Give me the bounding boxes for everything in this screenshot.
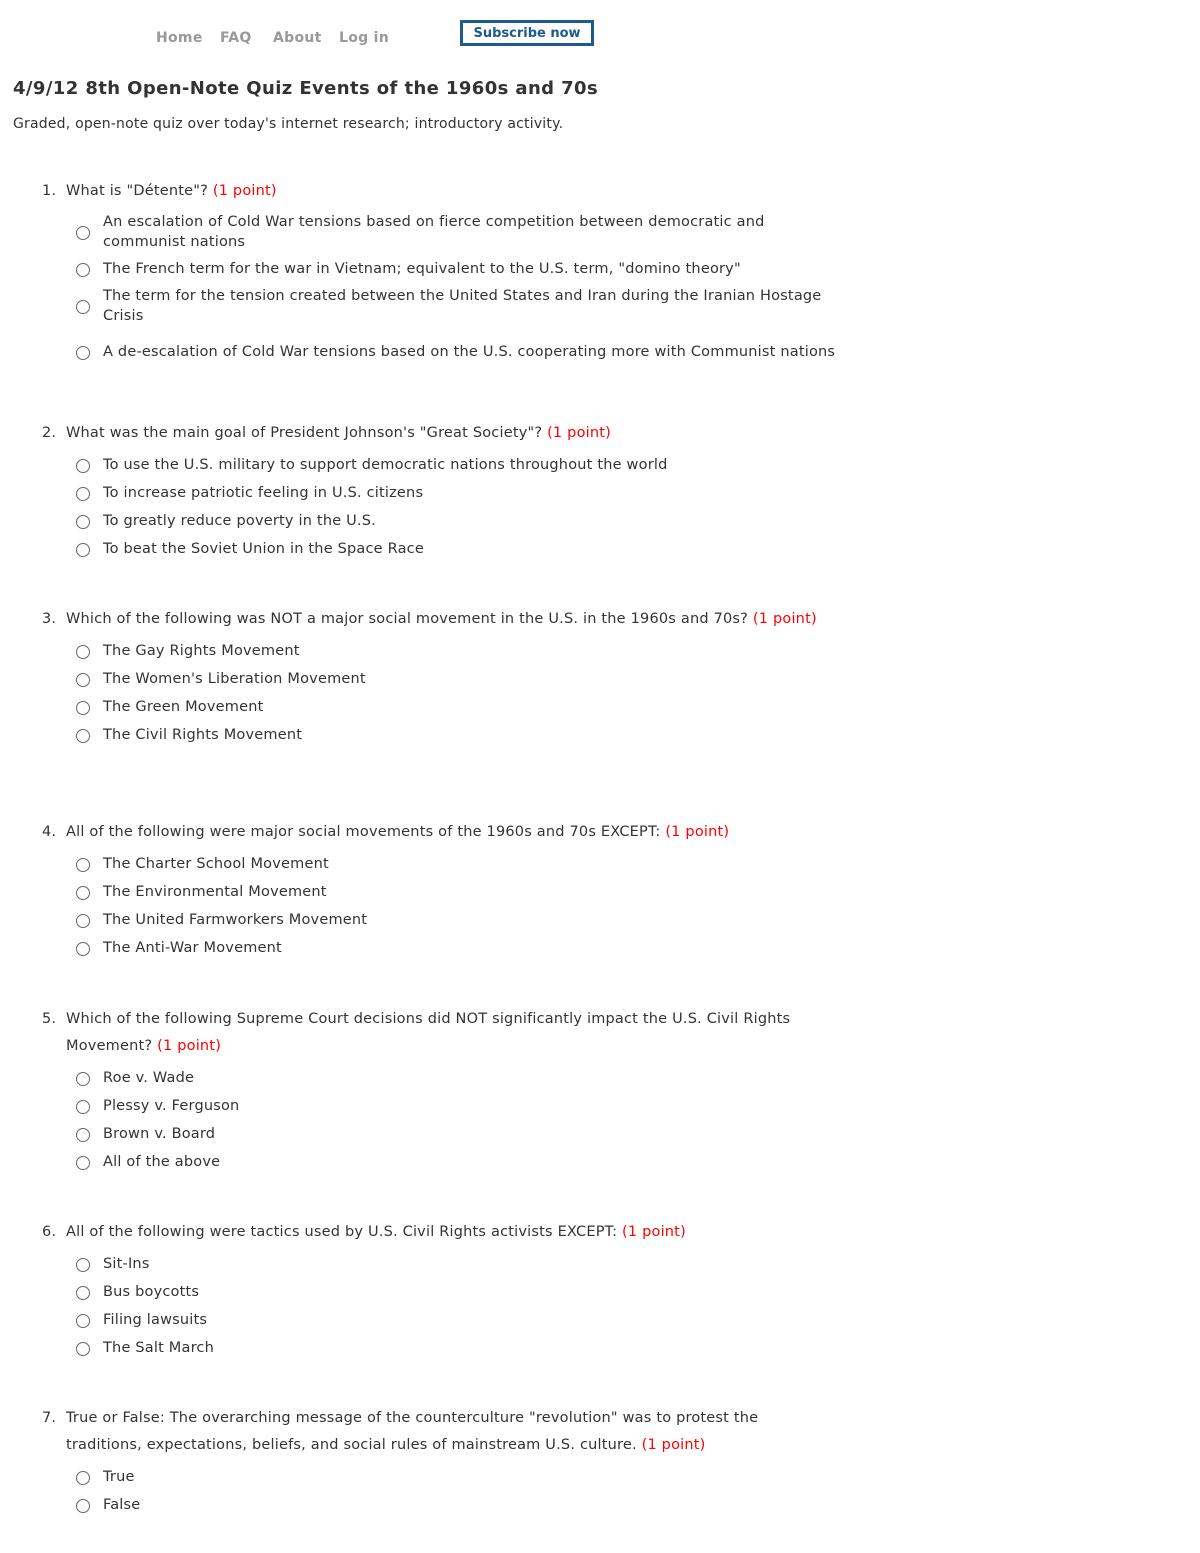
- subscribe-button[interactable]: Subscribe now: [460, 20, 594, 46]
- radio-button[interactable]: [76, 543, 90, 557]
- answer-option[interactable]: [76, 1491, 846, 1519]
- points-label: (1 point): [157, 1038, 222, 1054]
- question-number: 6.: [42, 1224, 57, 1240]
- answer-label: To greatly reduce poverty in the U.S.: [103, 513, 376, 529]
- answer-option[interactable]: [76, 507, 846, 535]
- page-subtitle: Graded, open-note quiz over today's internet research; introductory activity.: [13, 116, 564, 132]
- radio-button[interactable]: [76, 1342, 90, 1356]
- answer-option[interactable]: [76, 451, 846, 479]
- radio-button[interactable]: [76, 1258, 90, 1272]
- points-label: (1 point): [752, 611, 817, 627]
- question-number: 7.: [42, 1410, 57, 1426]
- answer-option[interactable]: [76, 535, 846, 563]
- answer-option[interactable]: [76, 1148, 846, 1176]
- answer-label: True: [103, 1469, 135, 1485]
- answer-label: A de-escalation of Cold War tensions based on the U.S. cooperating more with Communist nations: [103, 344, 836, 360]
- answer-option[interactable]: [76, 1306, 846, 1334]
- answer-option[interactable]: [76, 693, 846, 721]
- answer-label: The Environmental Movement: [103, 884, 327, 900]
- answer-option[interactable]: [76, 209, 846, 255]
- question-6: [0, 1219, 860, 1362]
- answer-option[interactable]: [76, 906, 846, 934]
- answer-option[interactable]: [76, 255, 846, 283]
- radio-button[interactable]: [76, 263, 90, 277]
- answer-label: The Gay Rights Movement: [103, 643, 300, 659]
- question-number: 1.: [42, 183, 57, 199]
- answer-option[interactable]: [76, 329, 846, 375]
- answer-option[interactable]: [76, 637, 846, 665]
- radio-button[interactable]: [76, 645, 90, 659]
- points-label: (1 point): [641, 1437, 706, 1453]
- answer-option[interactable]: [76, 1092, 846, 1120]
- radio-button[interactable]: [76, 914, 90, 928]
- answer-option[interactable]: [76, 665, 846, 693]
- radio-button[interactable]: [76, 1286, 90, 1300]
- answer-label: The Women's Liberation Movement: [103, 671, 366, 687]
- question-prompt: True or False: The overarching message of the counterculture "revolution" was to protest the traditions, expectations, beliefs, and social rules of mainstream U.S. culture.: [66, 1410, 759, 1453]
- answer-label: To beat the Soviet Union in the Space Race: [103, 541, 424, 557]
- question-number: 5.: [42, 1011, 57, 1027]
- question-text: [42, 178, 826, 205]
- answer-label: The Charter School Movement: [103, 856, 329, 872]
- question-4: [0, 819, 860, 962]
- points-label: (1 point): [622, 1224, 686, 1240]
- top-nav: [0, 20, 1200, 54]
- answer-label: The Civil Rights Movement: [103, 727, 303, 743]
- question-text: [42, 1006, 826, 1060]
- answer-option[interactable]: [76, 1064, 846, 1092]
- nav-home-link[interactable]: Home: [156, 30, 203, 46]
- answer-option[interactable]: [76, 479, 846, 507]
- answer-label: An escalation of Cold War tensions based on fierce competition between democratic and communist nations: [103, 214, 765, 250]
- answer-label: The Green Movement: [103, 699, 264, 715]
- radio-button[interactable]: [76, 673, 90, 687]
- answer-option[interactable]: [76, 850, 846, 878]
- page-title: 4/9/12 8th Open-Note Quiz Events of the 1960s and 70s: [13, 78, 599, 99]
- question-prompt: What is "Détente"?: [66, 183, 209, 199]
- answer-option[interactable]: [76, 1463, 846, 1491]
- answer-option[interactable]: [76, 1120, 846, 1148]
- nav-login-link[interactable]: Log in: [339, 30, 390, 46]
- question-number: 3.: [42, 611, 57, 627]
- question-3: [0, 606, 860, 749]
- points-label: (1 point): [212, 183, 277, 199]
- radio-button[interactable]: [76, 1128, 90, 1142]
- radio-button[interactable]: [76, 1072, 90, 1086]
- radio-button[interactable]: [76, 515, 90, 529]
- radio-button[interactable]: [76, 1100, 90, 1114]
- answer-label: The Salt March: [103, 1340, 214, 1356]
- points-label: (1 point): [547, 425, 612, 441]
- answer-label: The term for the tension created between the United States and Iran during the Iranian Hostage Crisis: [103, 288, 822, 324]
- answer-label: Bus boycotts: [103, 1284, 200, 1300]
- radio-button[interactable]: [76, 459, 90, 473]
- answer-option[interactable]: [76, 1334, 846, 1362]
- answer-option[interactable]: [76, 934, 846, 962]
- answer-option[interactable]: [76, 1250, 846, 1278]
- question-text: [42, 606, 826, 633]
- radio-button[interactable]: [76, 346, 90, 360]
- question-prompt: Which of the following was NOT a major social movement in the U.S. in the 1960s and 70s?: [66, 611, 749, 627]
- answer-option[interactable]: [76, 721, 846, 749]
- radio-button[interactable]: [76, 487, 90, 501]
- answer-label: False: [103, 1497, 141, 1513]
- radio-button[interactable]: [76, 1471, 90, 1485]
- radio-button[interactable]: [76, 226, 90, 240]
- nav-faq-link[interactable]: FAQ: [220, 30, 252, 46]
- answer-option[interactable]: [76, 878, 846, 906]
- question-prompt: All of the following were major social movements of the 1960s and 70s EXCEPT:: [66, 824, 661, 840]
- answer-label: To use the U.S. military to support democratic nations throughout the world: [103, 457, 668, 473]
- question-prompt: Which of the following Supreme Court decisions did NOT significantly impact the U.S. Civil Rights Movement?: [66, 1011, 791, 1054]
- question-text: [42, 1405, 826, 1459]
- question-1: [0, 178, 860, 375]
- answer-option[interactable]: [76, 1278, 846, 1306]
- radio-button[interactable]: [76, 886, 90, 900]
- answer-label: Brown v. Board: [103, 1126, 216, 1142]
- radio-button[interactable]: [76, 729, 90, 743]
- answer-label: The French term for the war in Vietnam; equivalent to the U.S. term, "domino theory": [103, 261, 741, 277]
- answer-label: Sit-Ins: [103, 1256, 150, 1272]
- question-7: [0, 1405, 860, 1519]
- answer-label: Roe v. Wade: [103, 1070, 195, 1086]
- question-text: [42, 420, 826, 447]
- question-5: [0, 1006, 860, 1176]
- answer-option[interactable]: [76, 283, 846, 329]
- answer-label: All of the above: [103, 1154, 221, 1170]
- answer-label: The United Farmworkers Movement: [103, 912, 368, 928]
- radio-button[interactable]: [76, 1499, 90, 1513]
- radio-button[interactable]: [76, 858, 90, 872]
- radio-button[interactable]: [76, 1156, 90, 1170]
- question-number: 2.: [42, 425, 57, 441]
- question-text: [42, 819, 826, 846]
- question-2: [0, 420, 860, 563]
- answer-label: The Anti-War Movement: [103, 940, 282, 956]
- radio-button[interactable]: [76, 701, 90, 715]
- question-prompt: All of the following were tactics used by U.S. Civil Rights activists EXCEPT:: [66, 1224, 618, 1240]
- question-text: [42, 1219, 826, 1246]
- nav-about-link[interactable]: About: [273, 30, 322, 46]
- question-number: 4.: [42, 824, 57, 840]
- radio-button[interactable]: [76, 1314, 90, 1328]
- answer-label: To increase patriotic feeling in U.S. citizens: [103, 485, 424, 501]
- points-label: (1 point): [665, 824, 730, 840]
- radio-button[interactable]: [76, 942, 90, 956]
- radio-button[interactable]: [76, 300, 90, 314]
- answer-label: Plessy v. Ferguson: [103, 1098, 240, 1114]
- answer-label: Filing lawsuits: [103, 1312, 208, 1328]
- question-prompt: What was the main goal of President Johnson's "Great Society"?: [66, 425, 543, 441]
